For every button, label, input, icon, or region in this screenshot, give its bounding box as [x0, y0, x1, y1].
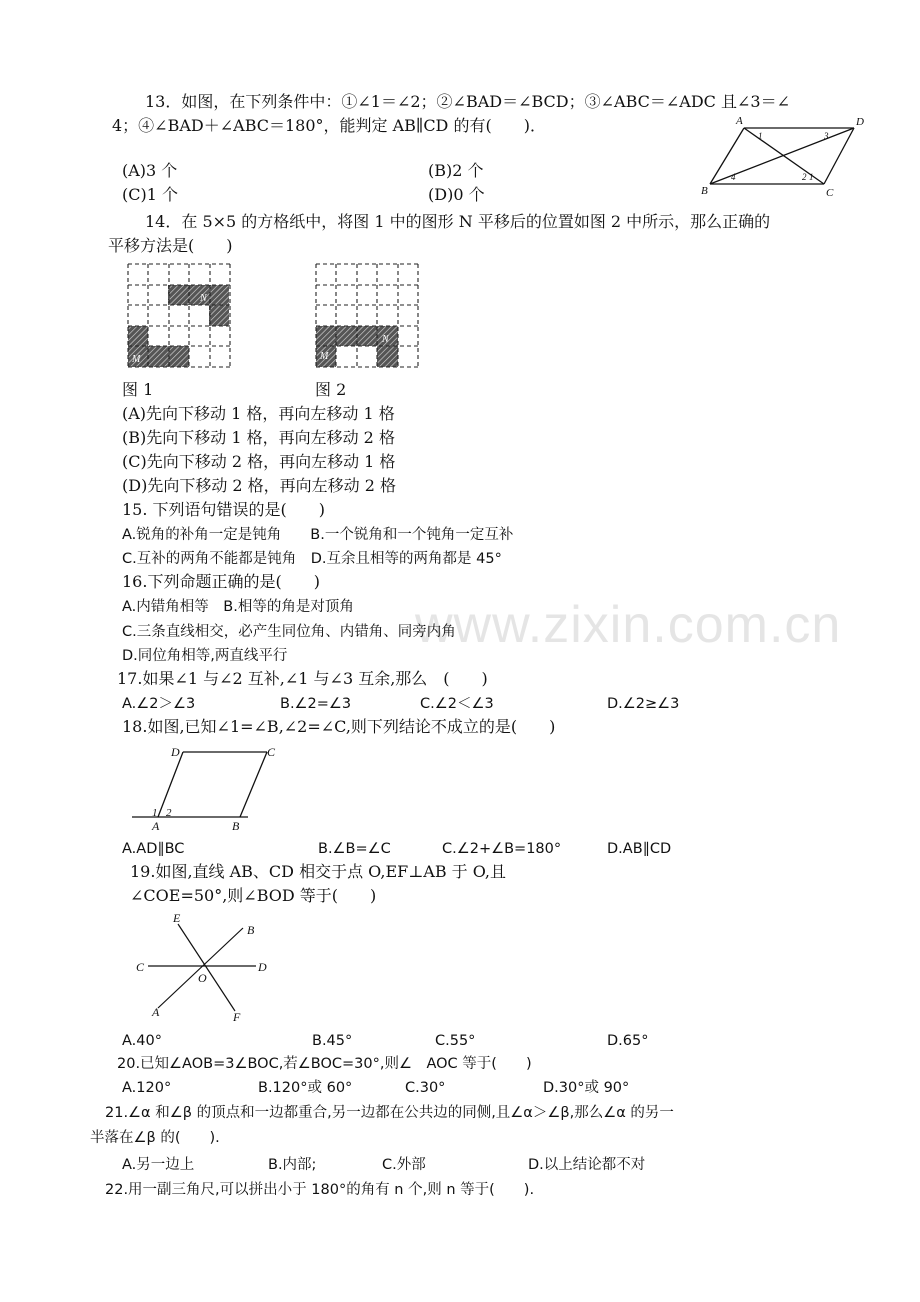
q19-option-a: A.40°: [122, 1033, 162, 1049]
q20-option-a: A.120°: [122, 1080, 172, 1096]
q19-line1: 19.如图,直线 AB、CD 相交于点 O,EF⊥AB 于 O,且: [130, 862, 507, 881]
q14-option-c: (C)先向下移动 2 格，再向左移动 1 格: [122, 452, 396, 471]
q19-label-b: B: [247, 923, 255, 937]
fig2-label-m: M: [320, 351, 329, 362]
q19-intersecting-lines-figure: [128, 908, 278, 1026]
q13-angle-2: 2: [802, 172, 807, 182]
q16-options-row1: A.内错角相等 B.相等的角是对顶角: [122, 599, 354, 615]
q18-angle-2: 2: [166, 807, 172, 819]
q19-option-c: C.55°: [435, 1033, 476, 1049]
q20-option-b: B.120°或 60°: [258, 1080, 353, 1096]
q18-label-a: A: [152, 819, 160, 833]
q14-fig1-caption: 图 1: [122, 380, 154, 399]
q17-stem: 17.如果∠1 与∠2 互补,∠1 与∠3 互余,那么 ( ): [117, 669, 488, 688]
q20-stem: 20.已知∠AOB=3∠BOC,若∠BOC=30°,则∠ AOC 等于( ): [117, 1056, 532, 1072]
q19-label-f: F: [233, 1010, 241, 1024]
q13-angle-1-top: 1: [758, 131, 763, 141]
q13-label-a: A: [736, 115, 743, 127]
q18-option-b: B.∠B=∠C: [318, 841, 391, 857]
q18-label-d: D: [171, 745, 180, 759]
q17-option-d: D.∠2≥∠3: [607, 696, 680, 712]
q16-options-row3: D.同位角相等,两直线平行: [122, 648, 288, 664]
q16-options-row2: C.三条直线相交，必产生同位角、内错角、同旁内角: [122, 624, 456, 640]
watermark: www.zixin.com.cn: [415, 596, 842, 654]
q18-angle-1: 1: [152, 807, 158, 819]
q19-label-a: A: [152, 1005, 160, 1019]
q19-option-d: D.65°: [607, 1033, 649, 1049]
q18-label-b: B: [232, 819, 240, 833]
q21-option-c: C.外部: [382, 1157, 426, 1173]
fig1-label-m: M: [132, 354, 141, 365]
q18-option-c: C.∠2+∠B=180°: [442, 841, 562, 857]
q21-option-a: A.另一边上: [122, 1157, 195, 1173]
q14-grid-figures: [120, 258, 440, 374]
q13-trapezoid-figure: [696, 110, 876, 200]
q16-stem: 16.下列命题正确的是( ): [122, 572, 320, 591]
q14-option-a: (A)先向下移动 1 格，再向左移动 1 格: [122, 404, 395, 423]
grid-figure-2: [316, 264, 418, 367]
q18-stem: 18.如图,已知∠1=∠B,∠2=∠C,则下列结论不成立的是( ): [122, 717, 556, 736]
q15-stem: 15. 下列语句错误的是( ): [122, 500, 326, 519]
q14-line2: 平移方法是( ): [108, 236, 233, 255]
q18-option-d: D.AB∥CD: [607, 841, 672, 857]
grid-figure-1: [128, 264, 230, 367]
q18-parallelogram-figure: [128, 742, 288, 836]
q14-option-d: (D)先向下移动 2 格，再向左移动 2 格: [122, 476, 397, 495]
q21-line2: 半落在∠β 的( ).: [90, 1130, 220, 1146]
q19-option-b: B.45°: [312, 1033, 353, 1049]
q21-option-d: D.以上结论都不对: [528, 1157, 646, 1173]
q13-label-d: D: [856, 116, 864, 128]
q15-options-row2: C.互补的两角不能都是钝角 D.互余且相等的两角都是 45°: [122, 551, 502, 567]
q13-label-b: B: [701, 185, 708, 197]
q13-line2: 4；④∠BAD＋∠ABC＝180°，能判定 AB∥CD 的有( )．: [112, 116, 546, 135]
q20-option-c: C.30°: [405, 1080, 446, 1096]
q15-options-row1: A.锐角的补角一定是钝角 B.一个锐角和一个钝角一定互补: [122, 527, 514, 543]
q22-stem: 22.用一副三角尺,可以拼出小于 180°的角有 n 个,则 n 等于( ).: [105, 1182, 535, 1198]
q17-option-b: B.∠2=∠3: [280, 696, 352, 712]
q13-angle-3: 3: [824, 131, 829, 141]
q18-label-c: C: [267, 745, 276, 759]
q13-line1: 13．如图，在下列条件中：①∠1＝∠2；②∠BAD＝∠BCD；③∠ABC＝∠ADC 且∠3＝∠: [145, 92, 790, 111]
q21-line1: 21.∠α 和∠β 的顶点和一边都重合,另一边都在公共边的同侧,且∠α＞∠β,那么∠α 的另一: [105, 1105, 674, 1121]
q13-option-c: (C)1 个: [122, 185, 178, 204]
q13-angle-4: 4: [731, 172, 736, 182]
q21-option-b: B.内部;: [268, 1157, 317, 1173]
q13-option-a: (A)3 个: [122, 161, 178, 180]
q13-option-d: (D)0 个: [428, 185, 485, 204]
q14-option-b: (B)先向下移动 1 格，再向左移动 2 格: [122, 428, 395, 447]
q17-option-c: C.∠2＜∠3: [420, 696, 494, 712]
q19-label-d: D: [258, 960, 267, 974]
q18-option-a: A.AD∥BC: [122, 841, 185, 857]
fig1-label-n: N: [200, 293, 207, 304]
q13-option-b: (B)2 个: [428, 161, 484, 180]
q19-label-c: C: [136, 960, 145, 974]
q14-line1: 14．在 5×5 的方格纸中，将图 1 中的图形 N 平移后的位置如图 2 中所示，那么正确的: [145, 212, 771, 231]
q19-label-e: E: [173, 911, 181, 925]
q19-line2: ∠COE=50°,则∠BOD 等于( ): [130, 886, 377, 905]
q13-label-c: C: [826, 187, 834, 199]
q19-label-o: O: [198, 971, 207, 985]
q14-fig2-caption: 图 2: [315, 380, 347, 399]
q17-option-a: A.∠2＞∠3: [122, 696, 196, 712]
fig2-label-n: N: [382, 334, 389, 345]
q20-option-d: D.30°或 90°: [543, 1080, 630, 1096]
q13-angle-1-bottom: 1: [809, 172, 814, 182]
